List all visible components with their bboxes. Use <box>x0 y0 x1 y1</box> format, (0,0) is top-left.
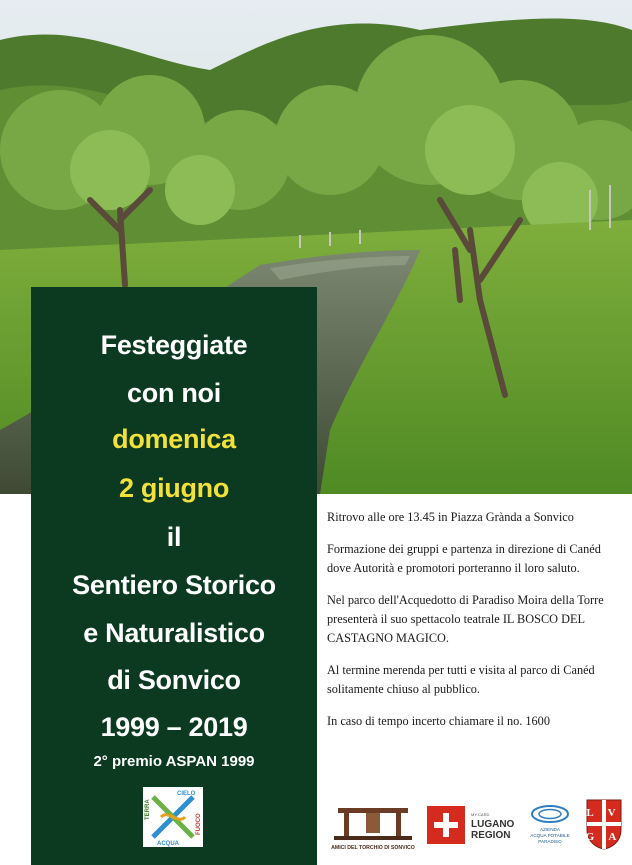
prize-text: 2° premio ASPAN 1999 <box>93 753 255 770</box>
badge-cielo: CIELO <box>177 791 196 797</box>
torchio-label: AMICI DEL TORCHIO DI SONVICO <box>331 845 415 851</box>
announcement-panel <box>31 287 317 865</box>
event-day: domenica <box>112 424 236 454</box>
weather-hotline: In caso di tempo incerto chiamare il no. 1600 <box>327 714 550 728</box>
trail-name-line-2: e Naturalistico <box>83 618 265 648</box>
sponsor-logos <box>323 796 632 856</box>
municipal-crest <box>585 798 623 850</box>
badge-terra: TERRA <box>145 799 151 820</box>
acqua-line-1: AZIENDA <box>540 827 560 832</box>
crest-bottom-letters: G A <box>585 831 623 843</box>
lugano-region-logo <box>427 802 517 848</box>
headline-line-2: con noi <box>127 378 221 408</box>
headline-line-5: il <box>166 522 182 552</box>
region-word: REGION <box>471 830 511 841</box>
acqua-potabile-logo <box>521 802 579 848</box>
torchio-logo <box>330 800 416 852</box>
trail-name-line-3: di Sonvico <box>107 665 241 695</box>
acqua-line-3: PARADISO <box>538 839 562 844</box>
theatre-show: Nel parco dell'Acquedotto di Paradiso Moira della Torre presenterà il suo spettacolo teatrale IL BOSCO DEL CASTAGNO MAGICO. <box>327 593 604 645</box>
lugano-mycard: MY CARD <box>471 812 490 817</box>
anniversary-years: 1999 – 2019 <box>100 712 248 742</box>
group-departure: Formazione dei gruppi e partenza in direzione di Canéd dove Autorità e promotori porteranno il loro saluto. <box>327 542 601 575</box>
event-details <box>327 508 627 744</box>
elements-badge <box>143 787 203 847</box>
meeting-point: Ritrovo alle ore 13.45 in Piazza Grànda a Sonvico <box>327 510 574 524</box>
trail-name-line-1: Sentiero Storico <box>72 570 276 600</box>
acqua-line-2: ACQUA POTABILE <box>530 833 570 838</box>
badge-acqua: ACQUA <box>157 841 179 847</box>
event-date: 2 giugno <box>118 473 230 503</box>
headline-line-1: Festeggiate <box>100 330 248 360</box>
crest-top-letters: L V <box>586 807 622 819</box>
badge-fuoco: FUOCO <box>196 813 202 835</box>
lugano-word: LUGANO <box>471 819 515 830</box>
snack-and-visit: Al termine merenda per tutti e visita al parco di Canéd solitamente chiuso al pubblico. <box>327 663 595 696</box>
